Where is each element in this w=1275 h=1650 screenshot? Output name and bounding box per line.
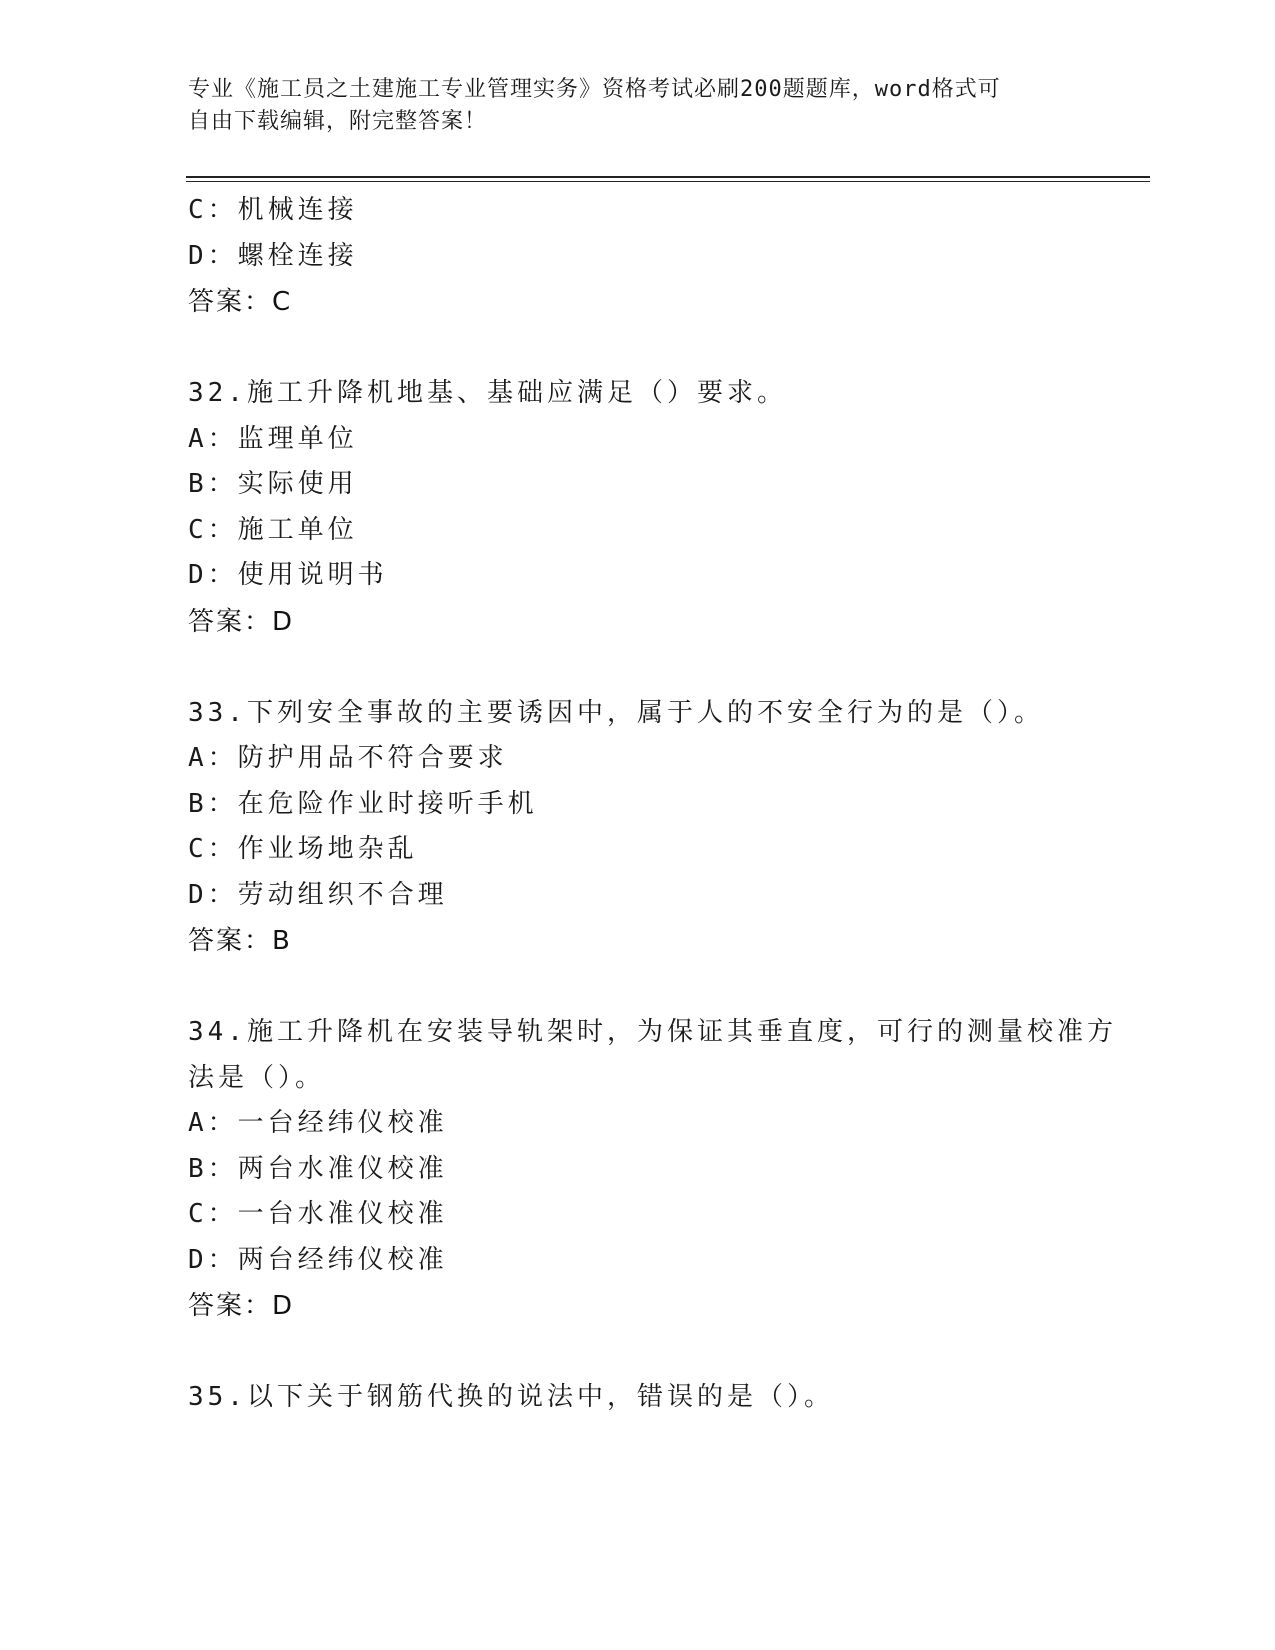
header-title-line-2: 自由下载编辑，附完整答案！ <box>188 109 488 134</box>
question-text: 33.下列安全事故的主要诱因中，属于人的不安全行为的是（）。 <box>188 697 1044 728</box>
option-d: D：劳动组织不合理 <box>188 879 448 910</box>
question-block-35 <box>188 1375 1088 1421</box>
answer: 答案：C <box>188 287 293 317</box>
option-a: A：监理单位 <box>188 423 358 454</box>
option-c: C：机械连接 <box>188 195 358 225</box>
spacer <box>188 1329 1088 1375</box>
answer: 答案：B <box>188 926 292 956</box>
option-b: B：两台水准仪校准 <box>188 1153 448 1184</box>
question-block-32 <box>188 371 1088 645</box>
option-c: C：作业场地杂乱 <box>188 834 418 864</box>
question-text: 35.以下关于钢筋代换的说法中，错误的是（）。 <box>188 1382 834 1412</box>
option-d: D：螺栓连接 <box>188 240 358 271</box>
option-b: B：在危险作业时接听手机 <box>188 788 538 819</box>
option-a: A：一台经纬仪校准 <box>188 1108 448 1138</box>
header-divider-thick <box>186 176 1150 178</box>
option-b: B：实际使用 <box>188 469 358 499</box>
question-text-line-1: 34.施工升降机在安装导轨架时，为保证其垂直度，可行的测量校准方 <box>188 1017 1117 1047</box>
option-c: C：施工单位 <box>188 514 358 545</box>
header-title-line-1: 专业《施工员之土建施工专业管理实务》资格考试必刷200题题库，word格式可 <box>188 77 1001 102</box>
answer: 答案：D <box>188 606 295 637</box>
answer: 答案：D <box>188 1291 295 1321</box>
question-block-34 <box>188 1010 1117 1329</box>
option-d: D：两台经纬仪校准 <box>188 1244 448 1275</box>
option-a: A：防护用品不符合要求 <box>188 743 508 773</box>
spacer <box>188 964 1088 1010</box>
option-d: D：使用说明书 <box>188 560 388 590</box>
question-block-33 <box>188 691 1088 965</box>
question-text: 32.施工升降机地基、基础应满足（）要求。 <box>188 378 787 408</box>
spacer <box>188 325 1088 371</box>
spacer <box>188 645 1088 691</box>
question-block-prev <box>188 188 1088 325</box>
question-text-line-2: 法是（）。 <box>188 1062 326 1093</box>
option-c: C：一台水准仪校准 <box>188 1199 448 1229</box>
document-header <box>188 74 1068 138</box>
header-divider-thin <box>186 181 1150 182</box>
question-list <box>188 188 1117 1421</box>
